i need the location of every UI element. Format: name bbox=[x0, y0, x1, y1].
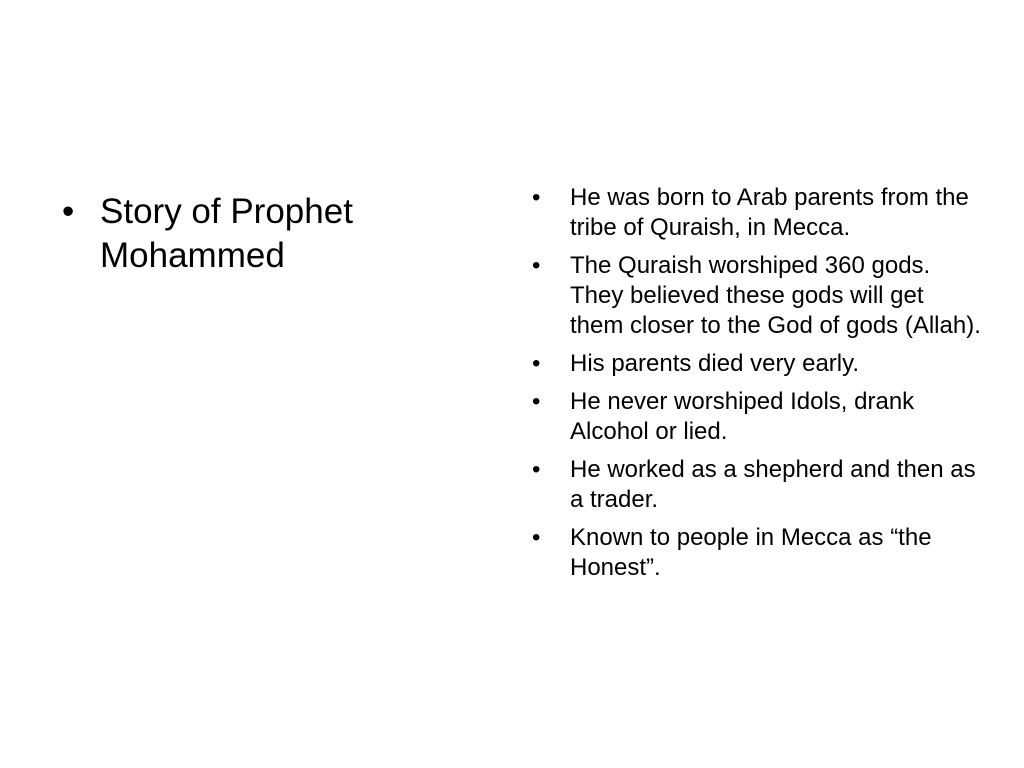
bullet-text: He worked as a shepherd and then as a trader. bbox=[570, 456, 976, 513]
bullet-text: He was born to Arab parents from the tribe of Quraish, in Mecca. bbox=[570, 184, 969, 241]
bullet-marker: • bbox=[532, 350, 541, 377]
bullet-marker: • bbox=[532, 456, 541, 483]
left-bullet-list bbox=[62, 190, 462, 278]
bullet-marker: • bbox=[532, 252, 541, 279]
right-bullet-item bbox=[532, 251, 982, 341]
bullet-text: His parents died very early. bbox=[570, 350, 860, 377]
right-content bbox=[532, 183, 982, 591]
left-content bbox=[62, 190, 462, 278]
bullet-text: Story of Prophet Mohammed bbox=[100, 192, 353, 275]
right-bullet-item bbox=[532, 455, 982, 515]
bullet-marker: • bbox=[532, 184, 541, 211]
bullet-marker: • bbox=[62, 192, 75, 231]
bullet-text: Known to people in Mecca as “the Honest”. bbox=[570, 524, 932, 581]
right-bullet-item bbox=[532, 183, 982, 243]
left-bullet-item bbox=[62, 190, 462, 278]
right-bullet-item bbox=[532, 387, 982, 447]
bullet-marker: • bbox=[532, 524, 541, 551]
right-bullet-list bbox=[532, 183, 982, 583]
bullet-marker: • bbox=[532, 388, 541, 415]
bullet-text: The Quraish worshiped 360 gods. They believed these gods will get them closer to the God of gods (Allah). bbox=[570, 252, 981, 339]
right-bullet-item bbox=[532, 523, 982, 583]
right-bullet-item bbox=[532, 349, 982, 379]
bullet-text: He never worshiped Idols, drank Alcohol or lied. bbox=[570, 388, 915, 445]
